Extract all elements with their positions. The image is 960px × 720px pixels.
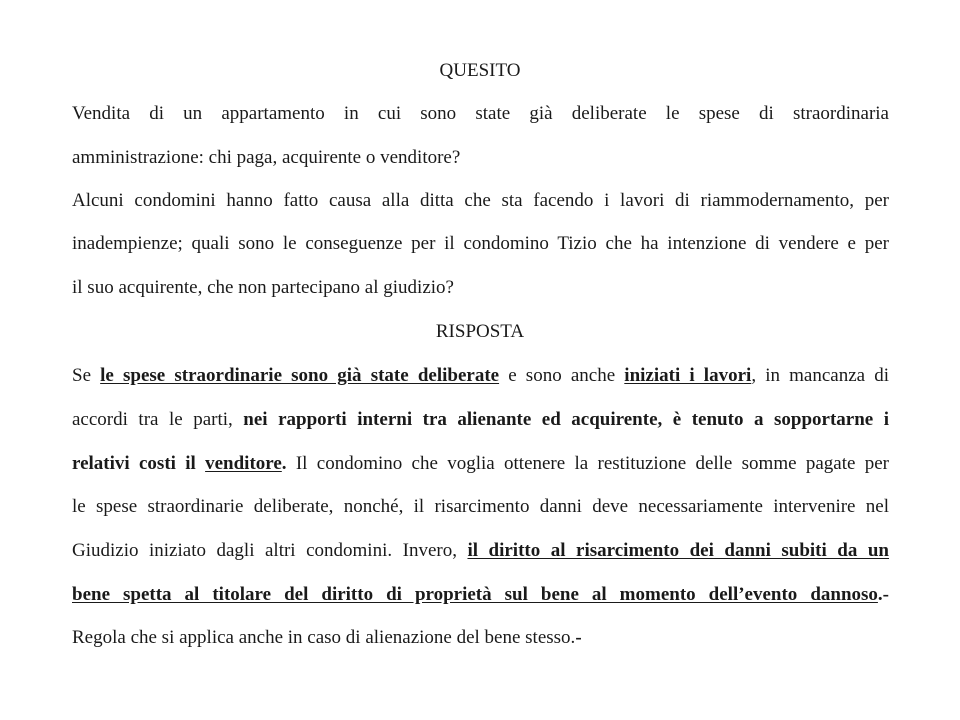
emphasis-underlined: il diritto al risarcimento dei danni subiti da un bbox=[467, 540, 890, 561]
emphasis-bold: - bbox=[575, 627, 582, 648]
risposta-line-7 bbox=[72, 627, 889, 649]
quesito-line-5: il suo acquirente, che non partecipano al giudizio? bbox=[72, 277, 454, 298]
risposta-line-5 bbox=[72, 540, 889, 562]
text-run: Il condomino che voglia ottenere la restituzione delle somme pagate per bbox=[286, 453, 889, 474]
quesito-line-3: Alcuni condomini hanno fatto causa alla ditta che sta facendo i lavori di riammodernamento, per bbox=[72, 190, 889, 211]
emphasis-underlined: le spese straordinarie sono già state deliberate bbox=[100, 365, 500, 386]
emphasis-underlined: venditore bbox=[205, 453, 282, 474]
risposta-line-2 bbox=[72, 409, 889, 431]
emphasis-bold: .- bbox=[877, 584, 889, 605]
text-run: Se bbox=[72, 365, 101, 386]
risposta-line-6 bbox=[72, 584, 889, 606]
quesito-line-1: Vendita di un appartamento in cui sono state già deliberate le spese di straordinaria bbox=[72, 103, 889, 124]
emphasis-bold: nei rapporti interni tra alienante ed acquirente, è tenuto a sopportarne i bbox=[243, 409, 889, 430]
quesito-line-2: amministrazione: chi paga, acquirente o venditore? bbox=[72, 147, 461, 168]
emphasis-underlined: bene spetta al titolare del diritto di proprietà sul bene al momento dell’evento dannoso bbox=[72, 584, 878, 605]
text-run: , in mancanza di bbox=[751, 365, 889, 386]
emphasis-underlined: iniziati i lavori bbox=[624, 365, 752, 386]
quesito-heading: QUESITO bbox=[439, 60, 521, 81]
risposta-line-4: le spese straordinarie deliberate, nonché, il risarcimento danni deve necessariamente intervenire nel bbox=[72, 496, 889, 517]
risposta-line-3 bbox=[72, 453, 889, 475]
risposta-line-1 bbox=[72, 365, 889, 387]
emphasis-bold: . bbox=[281, 453, 287, 474]
text-run: accordi tra le parti, bbox=[72, 409, 244, 430]
text-run: e sono anche bbox=[499, 365, 625, 386]
risposta-heading: RISPOSTA bbox=[435, 321, 525, 342]
quesito-line-4: inadempienze; quali sono le conseguenze per il condomino Tizio che ha intenzione di vendere e per bbox=[72, 233, 889, 254]
text-run: Regola che si applica anche in caso di alienazione del bene stesso. bbox=[72, 627, 576, 648]
text-run: Giudizio iniziato dagli altri condomini. Invero, bbox=[72, 540, 468, 561]
emphasis-bold: relativi costi il bbox=[72, 453, 206, 474]
